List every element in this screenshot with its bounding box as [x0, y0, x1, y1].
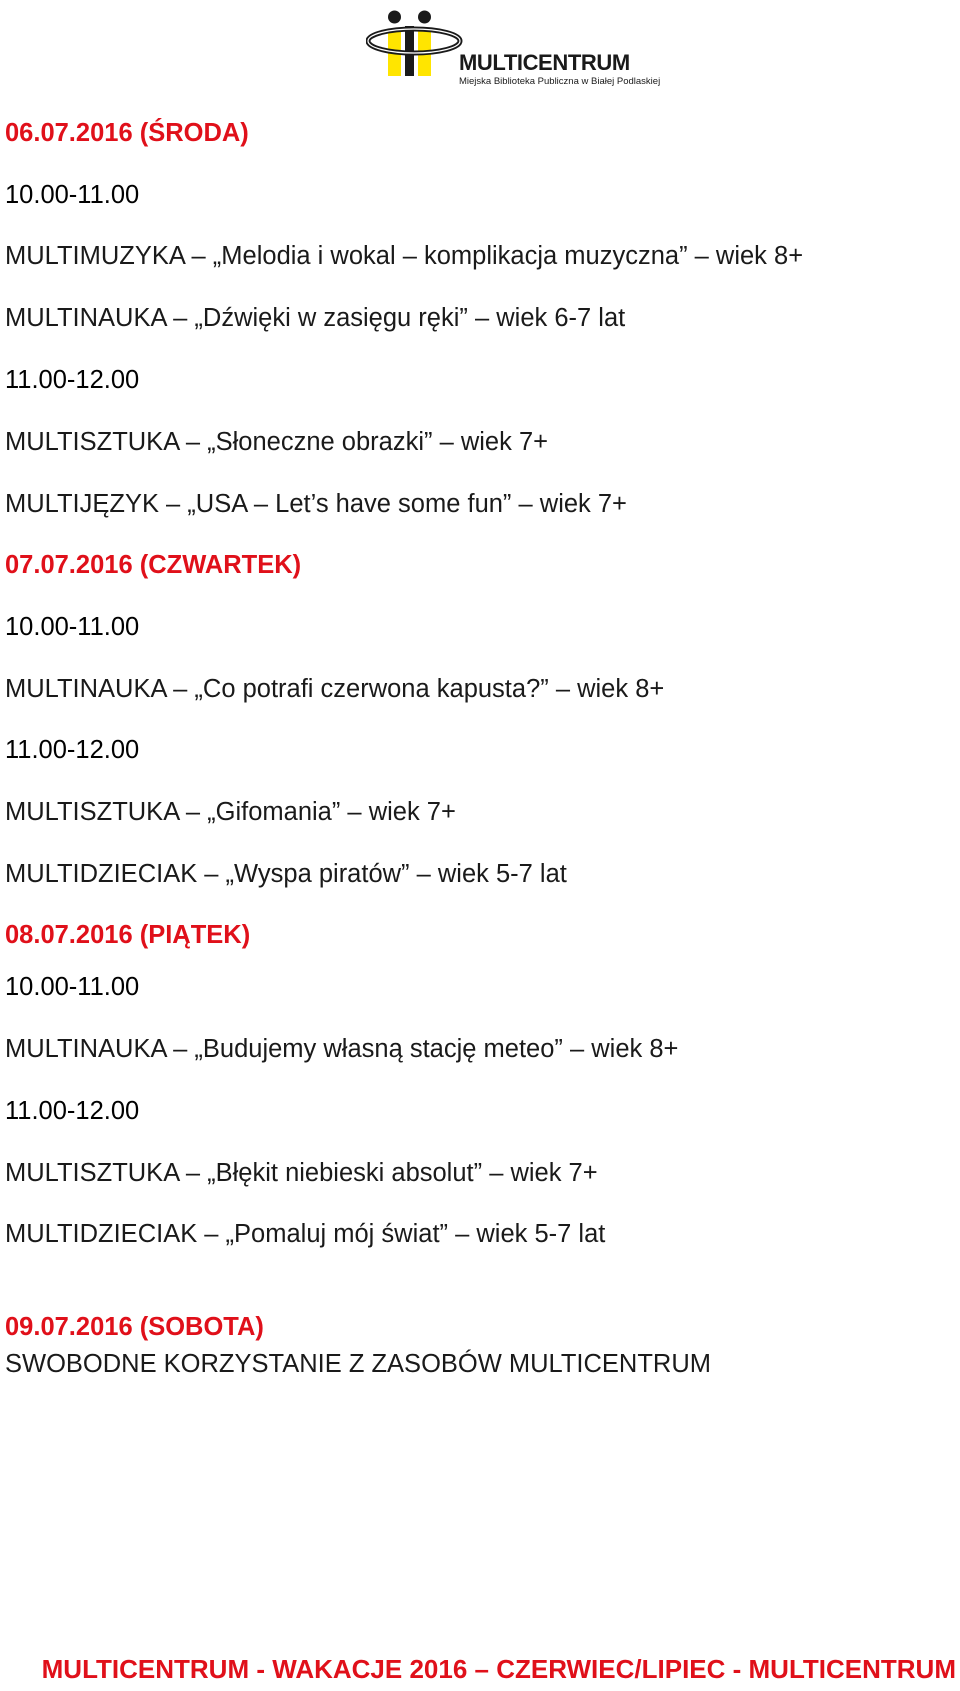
multicentrum-logo-mark [366, 8, 466, 84]
day-date-thursday: 07.07.2016 (CZWARTEK) [5, 551, 302, 579]
slot-time: 10.00-11.00 [5, 613, 140, 641]
slot-time: 10.00-11.00 [5, 973, 140, 1001]
day-date-friday: 08.07.2016 (PIĄTEK) [5, 921, 251, 949]
logo-title: MULTICENTRUM [459, 50, 630, 75]
slot-time: 11.00-12.00 [5, 736, 140, 764]
day-note: SWOBODNE KORZYSTANIE Z ZASOBÓW MULTICENTRUM [5, 1350, 711, 1378]
slot-time: 11.00-12.00 [5, 366, 140, 394]
activity-item: MULTISZTUKA – „Gifomania” – wiek 7+ [5, 798, 456, 826]
footer-banner: MULTICENTRUM - WAKACJE 2016 – CZERWIEC/LIPIEC - MULTICENTRUM [41, 1654, 956, 1684]
activity-item: MULTIJĘZYK – „USA – Let’s have some fun” – wiek 7+ [5, 490, 627, 518]
logo-subtitle: Miejska Biblioteka Publiczna w Białej Podlaskiej [459, 76, 661, 87]
day-date-saturday: 09.07.2016 (SOBOTA) [5, 1313, 264, 1341]
slot-time: 10.00-11.00 [5, 181, 140, 209]
day-date-wednesday: 06.07.2016 (ŚRODA) [5, 119, 249, 147]
activity-item: MULTISZTUKA – „Błękit niebieski absolut” – wiek 7+ [5, 1159, 598, 1187]
slot-time: 11.00-12.00 [5, 1097, 140, 1125]
multicentrum-logo [366, 8, 661, 92]
activity-item: MULTIMUZYKA – „Melodia i wokal – komplikacja muzyczna” – wiek 8+ [5, 242, 804, 270]
activity-item: MULTINAUKA – „Dźwięki w zasięgu ręki” – wiek 6-7 lat [5, 304, 626, 332]
activity-item: MULTIDZIECIAK – „Pomaluj mój świat” – wiek 5-7 lat [5, 1220, 606, 1248]
activity-item: MULTISZTUKA – „Słoneczne obrazki” – wiek 7+ [5, 428, 549, 456]
activity-item: MULTINAUKA – „Co potrafi czerwona kapusta?” – wiek 8+ [5, 675, 665, 703]
activity-item: MULTINAUKA – „Budujemy własną stację meteo” – wiek 8+ [5, 1035, 679, 1063]
activity-item: MULTIDZIECIAK – „Wyspa piratów” – wiek 5-7 lat [5, 860, 567, 888]
